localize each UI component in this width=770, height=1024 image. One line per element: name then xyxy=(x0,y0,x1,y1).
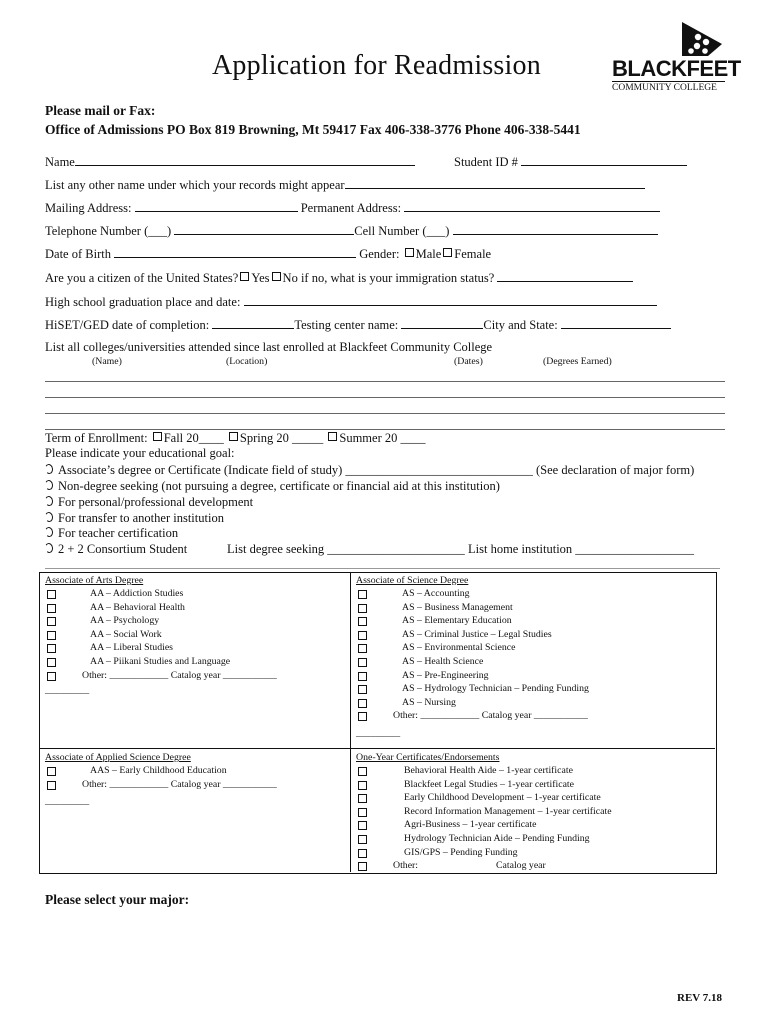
arts-item-label: AA – Piikani Studies and Language xyxy=(90,656,231,667)
radio-icon[interactable] xyxy=(44,463,54,474)
certs-item-checkbox[interactable] xyxy=(358,794,367,803)
select-major-label: Please select your major: xyxy=(45,892,190,907)
summer-checkbox[interactable] xyxy=(328,432,337,441)
arts-item-checkbox[interactable] xyxy=(47,658,56,667)
science-other-field[interactable]: Other: ____________ Catalog year ___________ xyxy=(393,710,588,722)
arts-item-checkbox[interactable] xyxy=(47,604,56,613)
revision-label: REV 7.18 xyxy=(677,992,723,1004)
cell-label: Cell Number (___) xyxy=(354,224,450,238)
goal-option-teacher[interactable]: For teacher certification xyxy=(45,526,178,541)
citizen-question: Are you a citizen of the United States? xyxy=(45,271,239,285)
radio-icon[interactable] xyxy=(44,526,54,537)
college-line-1[interactable] xyxy=(45,381,725,382)
science-item-checkbox[interactable] xyxy=(358,604,367,613)
name-line[interactable] xyxy=(75,154,415,166)
citizen-yes-checkbox[interactable] xyxy=(240,272,249,281)
college-line-2[interactable] xyxy=(45,397,725,398)
name-label: Name xyxy=(45,155,75,169)
female-label: Female xyxy=(454,247,492,261)
consortium-home-field[interactable]: List home institution ___________________ xyxy=(468,542,695,556)
col-dates-header: (Dates) xyxy=(454,356,483,367)
science-item-label: AS – Business Management xyxy=(402,601,513,613)
permanent-address-label: Permanent Address: xyxy=(300,201,402,215)
telephone-row[interactable] xyxy=(45,223,658,239)
student-id-label: Student ID # xyxy=(454,155,518,169)
certs-item-label: Hydrology Technician Aide – Pending Funding xyxy=(404,833,590,844)
other-names-line[interactable] xyxy=(345,177,645,189)
college-logo xyxy=(612,20,741,100)
summer-label: Summer 20 ____ xyxy=(339,431,426,445)
city-state-label: City and State: xyxy=(483,318,558,332)
citizen-yes-label: Yes xyxy=(251,271,270,285)
logo-mark-icon xyxy=(678,20,724,58)
radio-icon[interactable] xyxy=(44,511,54,522)
radio-icon[interactable] xyxy=(44,479,54,490)
arts-other-line[interactable]: _________ xyxy=(45,685,90,696)
science-item-label: AS – Accounting xyxy=(402,588,470,599)
college-line-3[interactable] xyxy=(45,413,725,414)
hiset-label: HiSET/GED date of completion: xyxy=(45,318,210,332)
immigration-status-line[interactable] xyxy=(497,270,633,282)
certs-item-checkbox[interactable] xyxy=(358,767,367,776)
science-item-label: AS – Health Science xyxy=(402,656,484,667)
col-location-header: (Location) xyxy=(226,356,268,367)
applied-item-label: AAS – Early Childhood Education xyxy=(90,765,227,776)
arts-item-checkbox[interactable] xyxy=(47,590,56,599)
dob-line[interactable] xyxy=(114,246,356,258)
mail-or-fax-label: Please mail or Fax: xyxy=(45,103,156,118)
applied-other-line[interactable]: _________ xyxy=(45,796,90,807)
male-label: Male xyxy=(415,247,442,261)
mailing-address-row[interactable] xyxy=(45,200,660,216)
student-id-row[interactable] xyxy=(454,154,687,170)
term-row xyxy=(45,431,425,446)
science-item-label: AS – Criminal Justice – Legal Studies xyxy=(402,628,552,640)
other-names-label: List any other name under which your records might appear xyxy=(45,178,345,192)
mailing-address-line[interactable] xyxy=(135,200,298,212)
female-checkbox[interactable] xyxy=(443,248,452,257)
science-item-checkbox[interactable] xyxy=(358,617,367,626)
certs-item-checkbox[interactable] xyxy=(358,808,367,817)
col-degrees-header: (Degrees Earned) xyxy=(543,356,612,367)
arts-item-label: AA – Social Work xyxy=(90,628,162,640)
certs-other-checkbox[interactable] xyxy=(358,862,367,871)
testing-center-label: Testing center name: xyxy=(294,318,399,332)
goal-option-transfer[interactable]: For transfer to another institution xyxy=(45,511,224,526)
dob-label: Date of Birth xyxy=(45,247,111,261)
admissions-address: Office of Admissions PO Box 819 Browning, Mt 59417 Fax 406-338-3776 Phone 406-338-5441 xyxy=(45,122,581,137)
arts-item-checkbox[interactable] xyxy=(47,617,56,626)
certs-catalog-field[interactable]: Catalog year xyxy=(496,860,546,872)
arts-other-field[interactable]: Other: ____________ Catalog year ___________ xyxy=(82,669,277,681)
science-item-checkbox[interactable] xyxy=(358,685,367,694)
dob-row[interactable] xyxy=(45,246,491,262)
college-line-4[interactable] xyxy=(45,429,725,430)
telephone-label: Telephone Number (___) xyxy=(45,224,172,238)
name-field-row[interactable] xyxy=(45,154,415,170)
science-item-checkbox[interactable] xyxy=(358,658,367,667)
citizen-no-checkbox[interactable] xyxy=(272,272,281,281)
certs-item-checkbox[interactable] xyxy=(358,821,367,830)
citizen-row[interactable] xyxy=(45,270,633,286)
certs-item-checkbox[interactable] xyxy=(358,849,367,858)
science-heading: Associate of Science Degree xyxy=(356,575,469,586)
certs-item-label: GIS/GPS – Pending Funding xyxy=(404,846,518,858)
hiset-row[interactable] xyxy=(45,317,671,333)
goal-option-nondegree[interactable]: Non-degree seeking (not pursuing a degree, certificate or financial aid at this institution) xyxy=(45,479,500,494)
certs-item-label: Record Information Management – 1-year certificate xyxy=(404,805,612,817)
term-label: Term of Enrollment: xyxy=(45,431,148,445)
spring-checkbox[interactable] xyxy=(229,432,238,441)
science-other-checkbox[interactable] xyxy=(358,712,367,721)
hiset-line[interactable] xyxy=(212,317,294,329)
gender-label: Gender: xyxy=(359,247,400,261)
fall-label: Fall 20____ xyxy=(163,431,224,445)
male-checkbox[interactable] xyxy=(405,248,414,257)
arts-heading: Associate of Arts Degree xyxy=(45,575,144,586)
cell-line[interactable] xyxy=(453,223,658,235)
certs-item-label: Agri-Business – 1-year certificate xyxy=(404,819,537,831)
arts-other-checkbox[interactable] xyxy=(47,672,56,681)
consortium-degree-field[interactable]: List degree seeking ______________________ xyxy=(227,542,465,556)
science-item-label: AS – Environmental Science xyxy=(402,642,516,654)
radio-icon[interactable] xyxy=(44,542,54,553)
telephone-line[interactable] xyxy=(174,223,354,235)
arts-item-label: AA – Psychology xyxy=(90,615,160,627)
science-item-label: AS – Pre-Engineering xyxy=(402,669,489,681)
citizen-no-label: No if no, what is your immigration status? xyxy=(282,271,495,285)
student-id-line[interactable] xyxy=(521,154,687,166)
certs-item-label: Early Childhood Development – 1-year certificate xyxy=(404,792,601,804)
hs-grad-line[interactable] xyxy=(244,294,657,306)
science-item-checkbox[interactable] xyxy=(358,672,367,681)
mailing-address-label: Mailing Address: xyxy=(45,201,132,215)
arts-item-label: AA – Addiction Studies xyxy=(90,588,184,599)
science-other-line[interactable]: _________ xyxy=(356,728,401,739)
science-item-label: AS – Elementary Education xyxy=(402,615,512,627)
radio-icon[interactable] xyxy=(44,495,54,506)
arts-item-checkbox[interactable] xyxy=(47,644,56,653)
applied-other-field[interactable]: Other: ____________ Catalog year ___________ xyxy=(82,778,277,790)
arts-item-label: AA – Behavioral Health xyxy=(90,601,185,613)
certs-item-checkbox[interactable] xyxy=(358,835,367,844)
certs-item-label: Behavioral Health Aide – 1-year certificate xyxy=(404,765,573,776)
science-item-checkbox[interactable] xyxy=(358,644,367,653)
science-item-checkbox[interactable] xyxy=(358,699,367,708)
arts-item-checkbox[interactable] xyxy=(47,631,56,640)
hs-grad-label: High school graduation place and date: xyxy=(45,295,241,309)
applied-item-checkbox[interactable] xyxy=(47,767,56,776)
col-name-header: (Name) xyxy=(92,356,122,367)
logo-subtitle: COMMUNITY COLLEGE xyxy=(612,83,717,93)
colleges-label: List all colleges/universities attended since last enrolled at Blackfeet Community College xyxy=(45,340,493,354)
hs-grad-row[interactable] xyxy=(45,294,657,310)
applied-heading: Associate of Applied Science Degree xyxy=(45,752,191,763)
science-item-label: AS – Nursing xyxy=(402,696,456,708)
science-item-checkbox[interactable] xyxy=(358,590,367,599)
other-names-row[interactable] xyxy=(45,177,645,193)
logo-wordmark: BLACKFEET xyxy=(612,56,741,81)
goal-option-associate[interactable]: Associate’s degree or Certificate (Indicate field of study) ______________________________ (See declaration of major form) xyxy=(45,463,694,478)
goal-option-consortium[interactable]: 2 + 2 Consortium Student xyxy=(45,542,187,557)
permanent-address-line[interactable] xyxy=(404,200,660,212)
goal-label: Please indicate your educational goal: xyxy=(45,446,235,460)
city-state-line[interactable] xyxy=(561,317,671,329)
goal-option-personal[interactable]: For personal/professional development xyxy=(45,495,253,510)
arts-item-label: AA – Liberal Studies xyxy=(90,642,173,654)
certs-heading: One-Year Certificates/Endorsements xyxy=(356,752,500,763)
certs-item-label: Blackfeet Legal Studies – 1-year certificate xyxy=(404,778,575,790)
spring-label: Spring 20 _____ xyxy=(239,431,324,445)
science-item-checkbox[interactable] xyxy=(358,631,367,640)
certs-item-checkbox[interactable] xyxy=(358,781,367,790)
science-item-label: AS – Hydrology Technician – Pending Funding xyxy=(402,683,589,695)
testing-center-line[interactable] xyxy=(401,317,483,329)
certs-other-field[interactable]: Other: xyxy=(393,860,419,872)
applied-other-checkbox[interactable] xyxy=(47,781,56,790)
page-title: Application for Readmission xyxy=(212,50,541,81)
fall-checkbox[interactable] xyxy=(153,432,162,441)
